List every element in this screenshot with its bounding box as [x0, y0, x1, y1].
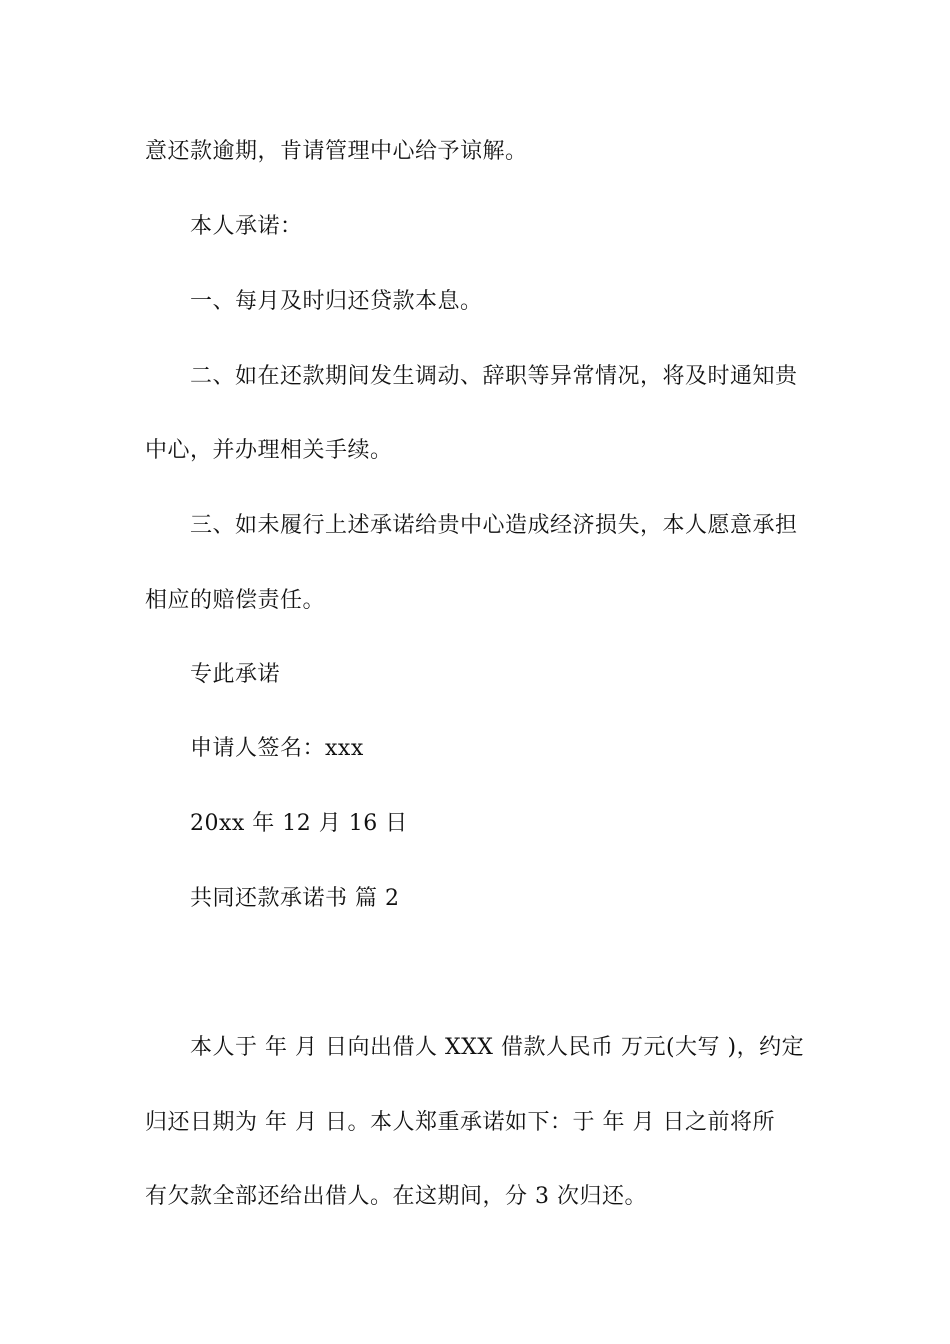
- paragraph-line: 有欠款全部还给出借人。在这期间，分 3 次归还。: [145, 1184, 647, 1209]
- paragraph-line: 二、如在还款期间发生调动、辞职等异常情况，将及时通知贵: [190, 364, 798, 389]
- paragraph-line: 一、每月及时归还贷款本息。: [190, 289, 483, 314]
- paragraph-line: 三、如未履行上述承诺给贵中心造成经济损失，本人愿意承担: [190, 513, 798, 538]
- date-line: 20xx 年 12 月 16 日: [190, 811, 408, 836]
- paragraph-line: 本人承诺：: [190, 214, 303, 239]
- paragraph-line: 归还日期为 年 月 日。本人郑重承诺如下：于 年 月 日之前将所: [145, 1110, 775, 1135]
- paragraph-line: 专此承诺: [190, 662, 281, 687]
- paragraph-line: 相应的赔偿责任。: [145, 588, 326, 613]
- signature-line: 申请人签名：xxx: [190, 736, 364, 761]
- paragraph-line: 意还款逾期，肯请管理中心给予谅解。: [145, 139, 528, 164]
- paragraph-line: 本人于 年 月 日向出借人 XXX 借款人民币 万元(大写 )，约定: [190, 1035, 805, 1060]
- paragraph-line: 中心，并办理相关手续。: [145, 438, 393, 463]
- section-heading: 共同还款承诺书 篇 2: [190, 886, 400, 911]
